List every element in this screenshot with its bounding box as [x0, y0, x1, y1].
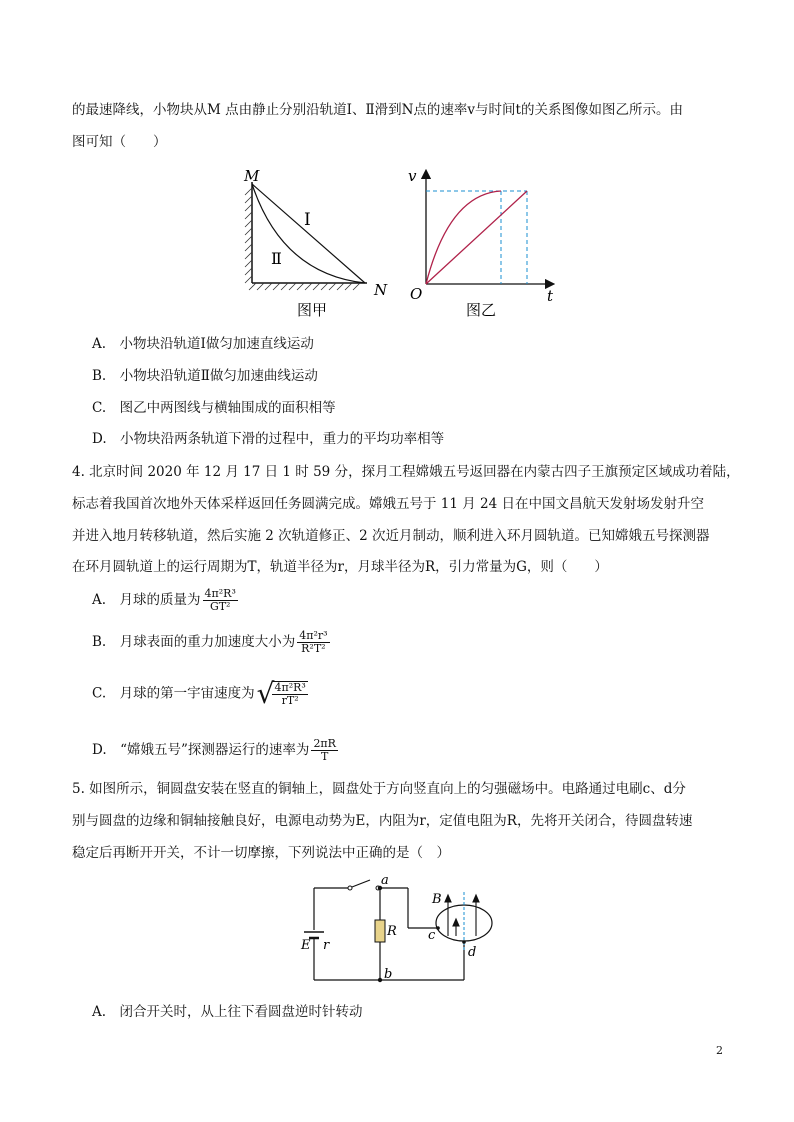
q3-option-b: B. 小物块沿轨道Ⅱ做匀加速曲线运动 [92, 368, 318, 384]
label-b: b [384, 967, 393, 982]
label-I: Ⅰ [304, 210, 311, 230]
figure-jia [232, 164, 402, 324]
label-v: v [408, 167, 417, 185]
label-O: O [410, 285, 423, 303]
label-II: Ⅱ [271, 249, 282, 268]
label-r: r [323, 938, 330, 953]
q4-option-c-sqrt: √ $\frac{\text{4π²R³}}{\text{rT²}}$ [256, 677, 306, 710]
page-number: 2 [716, 1044, 723, 1057]
label-t: t [547, 287, 554, 305]
q4-option-c [92, 677, 308, 710]
q4-option-b-text: B. 月球表面的重力加速度大小为 [92, 634, 296, 650]
label-B: B [432, 892, 442, 907]
q5-line1: 5. 如图所示，铜圆盘安装在竖直的铜轴上，圆盘处于方向竖直向上的匀强磁场中。电路通过电刷c、d分 [72, 781, 686, 797]
q5-line3: 稳定后再断开开关，不计一切摩擦，下列说法中正确的是（ ） [72, 845, 450, 861]
q4-option-a-text: A. 月球的质量为 [92, 592, 201, 608]
switch-blade [352, 880, 370, 887]
q4-line1: 4. 北京时间 2020 年 12 月 17 日 1 时 59 分，探月工程嫦娥五号返回器在内蒙古四子王旗预定区域成功着陆， [72, 464, 740, 480]
label-N: N [374, 281, 388, 299]
q4-option-b [92, 630, 330, 655]
label-R: R [387, 924, 397, 939]
q4-option-b-fraction: $\frac{\text{4π²r³}}{\text{R²T²}}$ [299, 629, 328, 655]
line-I [426, 191, 527, 284]
caption-jia: 图甲 [297, 301, 328, 319]
q3-option-d: D. 小物块沿两条轨道下滑的过程中，重力的平均功率相等 [92, 431, 445, 447]
label-E: E [301, 938, 311, 953]
q4-option-d-text: D. “嫦娥五号”探测器运行的速率为 [92, 742, 310, 758]
label-d: d [468, 945, 477, 960]
q5-line2: 别与圆盘的边缘和铜轴接触良好，电源电动势为E，内阻为r，定值电阻为R，先将开关闭合，待圆盘转速 [72, 813, 693, 829]
q3-option-a: A. 小物块沿轨道Ⅰ做匀加速直线运动 [92, 336, 314, 352]
curve-II [426, 191, 501, 284]
q4-line4: 在环月圆轨道上的运行周期为T，轨道半径为r，月球半径为R，引力常量为G，则（ ） [72, 559, 608, 575]
figure-yi [404, 164, 574, 324]
q3-stem-line1: 的最速降线，小物块从M 点由静止分别沿轨道Ⅰ、Ⅱ滑到N点的速率v与时间t的关系图像如图乙所示。由 [72, 102, 683, 118]
resistor-R [375, 920, 385, 942]
caption-yi: 图乙 [466, 301, 497, 319]
q5-option-a: A. 闭合开关时，从上往下看圆盘逆时针转动 [92, 1004, 363, 1020]
q4-option-d-fraction: $\frac{2\pi R}{T}$ [313, 737, 336, 763]
label-c: c [428, 928, 436, 943]
track-I [252, 184, 365, 283]
label-M: M [244, 167, 260, 185]
label-a: a [381, 873, 389, 888]
q4-option-c-text: C. 月球的第一宇宙速度为 [92, 685, 255, 702]
magnetic-field-arrows [445, 895, 479, 936]
circuit-diagram [296, 870, 506, 990]
q4-line3: 并进入地月转移轨道，然后实施 2 次轨道修正、2 次近月制动，顺利进入环月圆轨道。已知嫦娥五号探测器 [72, 528, 710, 544]
q4-option-a-fraction: $\frac{\text{4π²R³}}{\text{GT²}}$ [204, 587, 236, 613]
q4-option-d [92, 738, 338, 763]
q3-stem-line2: 图可知（ ） [72, 134, 167, 150]
q4-option-a [92, 588, 238, 613]
q3-option-c: C. 图乙中两图线与横轴围成的面积相等 [92, 400, 336, 416]
q4-line2: 标志着我国首次地外天体采样返回任务圆满完成。嫦娥五号于 11 月 24 日在中国文昌航天发射场发射升空 [72, 496, 705, 512]
